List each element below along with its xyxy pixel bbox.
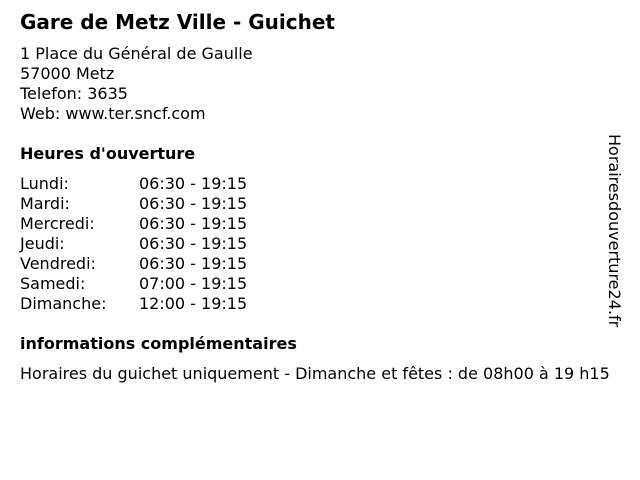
time-range: 06:30 - 19:15 [139,214,248,233]
day-label: Mardi: [20,194,70,213]
opening-hours-heading: Heures d'ouverture [20,144,196,163]
address-block [20,44,253,124]
time-range: 12:00 - 19:15 [139,294,248,313]
address-city: 57000 Metz [20,64,115,83]
additional-info-text: Horaires du guichet uniquement - Dimanche et fêtes : de 08h00 à 19 h15 [20,364,610,383]
day-label: Jeudi: [20,234,65,253]
phone-number: Telefon: 3635 [20,84,128,103]
time-range: 06:30 - 19:15 [139,194,248,213]
day-label: Mercredi: [20,214,95,233]
time-range: 06:30 - 19:15 [139,174,248,193]
time-range: 06:30 - 19:15 [139,234,248,253]
station-title: Gare de Metz Ville - Guichet [20,10,335,34]
day-label: Dimanche: [20,294,107,313]
day-label: Vendredi: [20,254,96,273]
watermark: Horairesdouverture24.fr [605,134,624,328]
time-range: 07:00 - 19:15 [139,274,248,293]
additional-info-heading: informations complémentaires [20,334,297,353]
website: Web: www.ter.sncf.com [20,104,206,123]
time-range: 06:30 - 19:15 [139,254,248,273]
day-label: Lundi: [20,174,69,193]
day-label: Samedi: [20,274,86,293]
address-street: 1 Place du Général de Gaulle [20,44,253,63]
